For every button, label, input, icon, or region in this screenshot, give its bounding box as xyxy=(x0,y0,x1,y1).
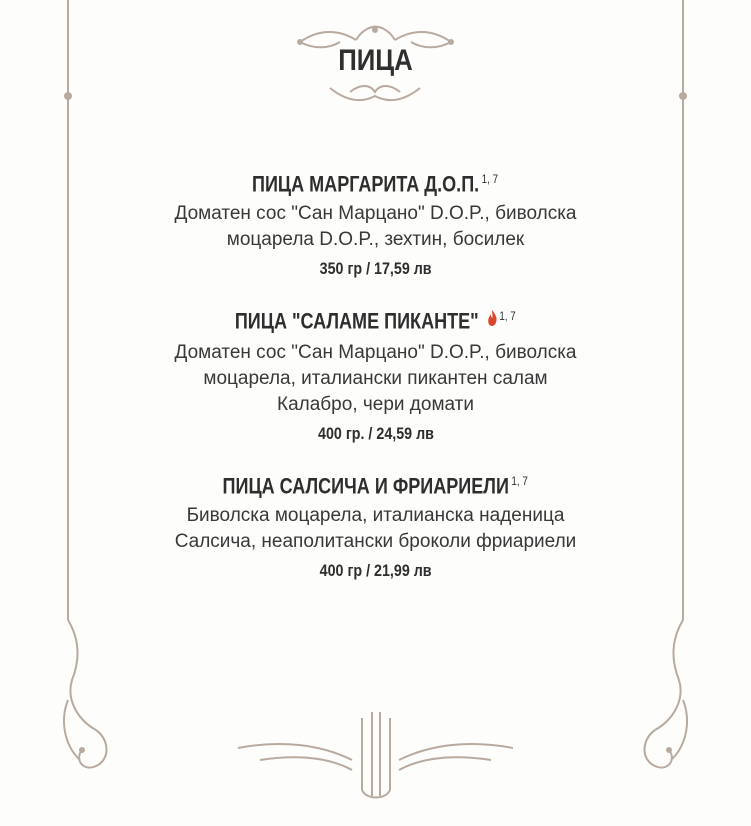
left-bead xyxy=(64,92,72,100)
item-name: ПИЦА САЛСИЧА И ФРИАРИЕЛИ xyxy=(222,473,510,499)
menu-item xyxy=(0,162,751,285)
bottom-right-scroll xyxy=(655,620,683,730)
item-description-line: Салсича, неаполитански броколи фриариели xyxy=(174,531,577,553)
item-description-line: моцарела, италиански пикантен салам xyxy=(203,367,548,389)
chili-flame-icon xyxy=(487,303,497,337)
header-flourish-bottom xyxy=(330,88,420,100)
item-name-row xyxy=(223,464,528,503)
right-bead xyxy=(679,92,687,100)
item-price: 350 гр / 17,59 лв xyxy=(319,259,432,279)
bottom-left-scroll xyxy=(68,620,96,730)
section-title: ПИЦА xyxy=(338,44,413,77)
item-description-line: Биволска моцарела, италианска наденица xyxy=(186,505,565,527)
header-flourish-left xyxy=(300,32,356,42)
menu-item xyxy=(0,299,751,450)
item-description-line: моцарела D.O.P., зехтин, босилек xyxy=(226,229,525,251)
item-price: 400 гр / 21,99 лв xyxy=(319,561,432,581)
item-name-row xyxy=(252,162,498,201)
item-description-line: Доматен сос "Сан Марцано" D.O.P., биволска xyxy=(174,203,577,225)
item-name: ПИЦА "САЛАМЕ ПИКАНТЕ" xyxy=(235,308,479,334)
item-description-line: Доматен сос "Сан Марцано" D.O.P., биволска xyxy=(174,341,577,363)
header-flourish-right xyxy=(395,32,451,42)
allergen-codes: 1, 7 xyxy=(499,309,516,324)
item-name-row xyxy=(235,299,516,340)
menu-list xyxy=(0,162,751,601)
item-name: ПИЦА МАРГАРИТА Д.О.П. xyxy=(252,171,480,197)
item-price: 400 гр. / 24,59 лв xyxy=(317,423,434,443)
allergen-codes: 1, 7 xyxy=(482,172,499,186)
item-description-line: Калабро, чери домати xyxy=(277,393,474,415)
menu-item xyxy=(0,464,751,587)
allergen-codes: 1, 7 xyxy=(511,473,529,488)
